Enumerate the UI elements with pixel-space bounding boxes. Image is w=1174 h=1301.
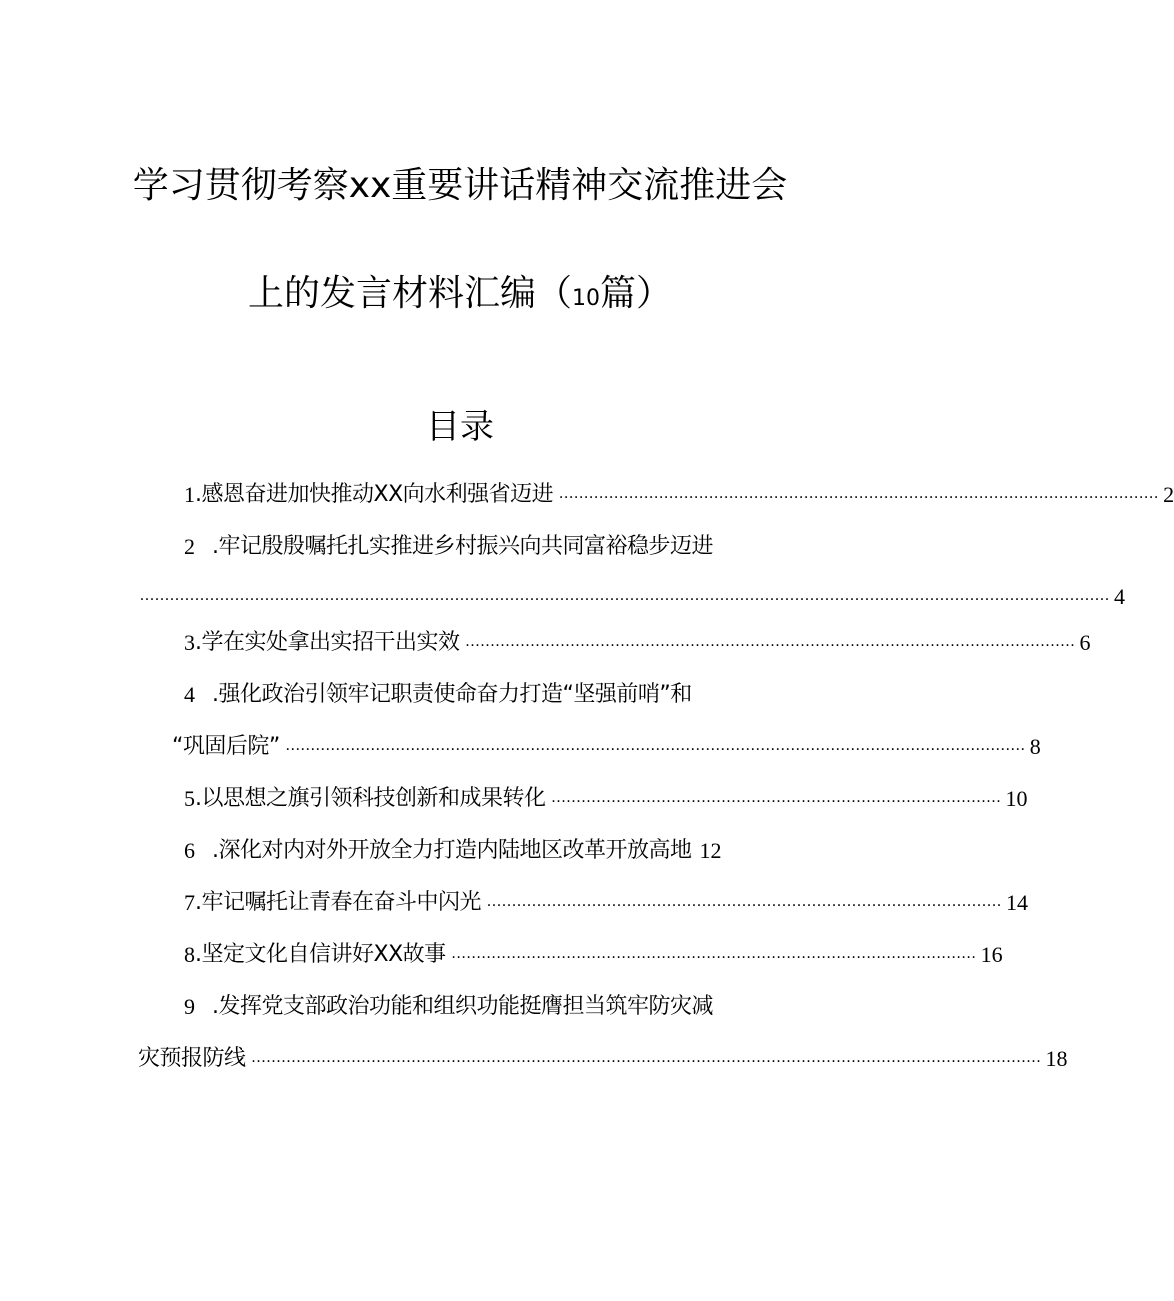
toc-entry-2[interactable] <box>184 530 774 562</box>
toc-entry-title: .感恩奋进加快推动XX向水利强省迈进 <box>195 482 554 507</box>
toc-entry-page: 6 <box>1079 630 1091 655</box>
toc-dot-leader: .................................................................................................................................................... <box>285 737 1026 754</box>
toc-entry-4[interactable] <box>184 678 774 710</box>
toc-entry-title: .深化对内对外开放全力打造内陆地区改革开放高地 <box>212 838 692 863</box>
title-text-2-post: 篇） <box>600 273 673 314</box>
toc-entry-page: 18 <box>1045 1046 1068 1071</box>
toc-entry-title: .牢记殷殷嘱托扎实推进乡村振兴向共同富裕稳步迈进 <box>212 534 713 559</box>
toc-entry-page: 12 <box>699 838 722 863</box>
document-title-line-2 <box>0 272 920 321</box>
toc-entry-1[interactable] <box>184 478 1174 510</box>
toc-entry-number: 4 <box>184 682 195 707</box>
toc-entry-title: .发挥党支部政治功能和组织功能挺膺担当筑牢防灾减 <box>212 994 713 1019</box>
toc-entry-title-cont: “巩固后院” <box>172 734 280 759</box>
toc-entry-number: 8 <box>184 942 195 967</box>
toc-entry-number: 1 <box>184 482 195 507</box>
title-text-2-pre: 上的发言材料汇编（ <box>247 273 572 314</box>
toc-entry-number: 6 <box>184 838 195 863</box>
document-title-line-1 <box>0 164 920 208</box>
toc-entry-7[interactable] <box>184 886 1028 918</box>
toc-entry-9[interactable] <box>184 990 774 1022</box>
toc-dot-leader: .............................................................................................................................................................. <box>251 1049 1042 1066</box>
toc-entry-number: 9 <box>184 994 195 1019</box>
toc-entry-number: 3 <box>184 630 195 655</box>
toc-entry-title: .坚定文化自信讲好XX故事 <box>195 942 446 967</box>
toc-dot-leader: ....................................................................................................... <box>487 893 1002 910</box>
toc-entry-number: 5 <box>184 786 195 811</box>
toc-entry-3[interactable] <box>184 626 1091 658</box>
toc-entry-title: .牢记嘱托让青春在奋斗中闪光 <box>195 890 481 915</box>
title-article-count: 10 <box>572 286 600 311</box>
toc-dot-leader: .......................................................................................................................... <box>465 633 1076 650</box>
toc-dot-leader: .................................................................................................................................................................................................. <box>140 587 1110 604</box>
toc-dot-leader: .......................................................................................... <box>551 789 1002 806</box>
toc-entry-2-continuation[interactable] <box>140 580 1125 612</box>
toc-entry-title: .学在实处拿出实招干出实效 <box>195 630 460 655</box>
toc-dot-leader: ........................................................................................................................ <box>559 485 1160 502</box>
toc-entry-title: .强化政治引领牢记职责使命奋力打造“坚强前哨”和 <box>212 682 692 707</box>
toc-entry-number: 2 <box>184 534 195 559</box>
toc-entry-title-cont: 灾预报防线 <box>138 1046 246 1071</box>
toc-entry-page: 8 <box>1029 734 1041 759</box>
toc-entry-6[interactable] <box>184 834 774 866</box>
toc-entry-page: 2 <box>1163 482 1174 507</box>
toc-entry-page: 14 <box>1006 890 1028 915</box>
toc-entry-page: 16 <box>980 942 1003 967</box>
toc-entry-number: 7 <box>184 890 195 915</box>
toc-entry-8[interactable] <box>184 938 1003 970</box>
toc-entry-page: 10 <box>1005 786 1028 811</box>
toc-dot-leader: ......................................................................................................... <box>451 945 977 962</box>
toc-entry-4-continuation[interactable] <box>172 730 1041 762</box>
toc-heading: 目录 <box>426 407 494 447</box>
toc-entry-5[interactable] <box>184 782 1028 814</box>
toc-entry-page: 4 <box>1114 584 1125 609</box>
title-text-1: 学习贯彻考察xx重要讲话精神交流推进会 <box>132 165 788 206</box>
toc-entry-9-continuation[interactable] <box>138 1042 1068 1074</box>
toc-entry-title: .以思想之旗引领科技创新和成果转化 <box>195 786 546 811</box>
